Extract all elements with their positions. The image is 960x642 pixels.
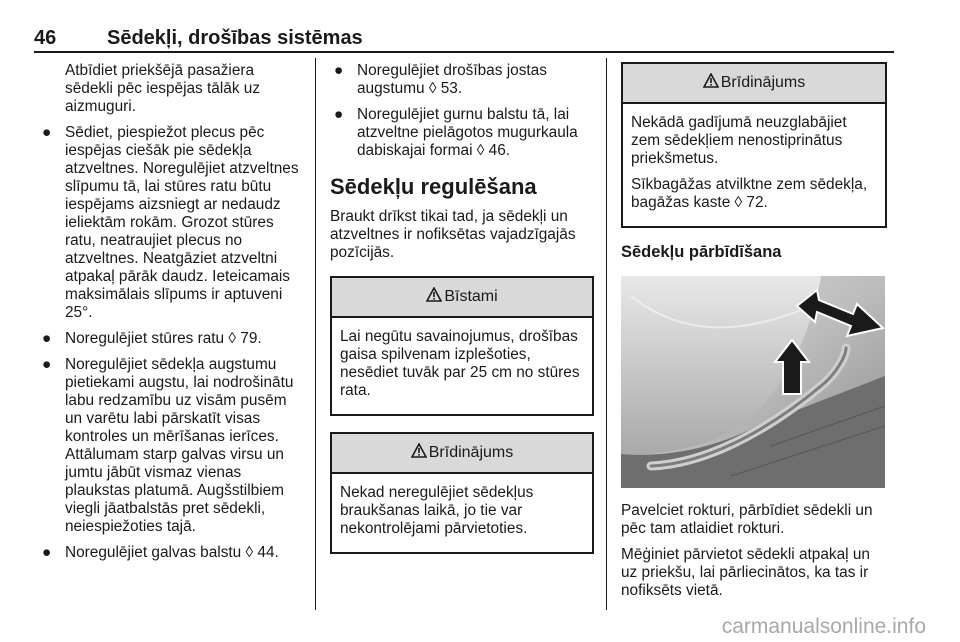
warning-box-title: Brīdinājums (428, 444, 514, 461)
column-left (38, 62, 300, 570)
column-right (621, 62, 887, 608)
warning-box-header (332, 434, 592, 474)
list-item-text: Sēdiet, piespiežot plecus pēc iespējas ciešāk pie sēdekļa atzveltnes. Noregulējiet atzveltnes slīpumu tā, lai stūres ratu būtu iespējams aizsniegt ar nedaudz ieliektām rokām. Grozot stūres ratu, neatraujiet plecus no atzveltnes. Neatgāziet atzveltni atpakaļ pārāk daudz. Ieteicamais maksimālais slīpums ir aptuveni 25°. (65, 124, 299, 321)
column-divider (315, 58, 316, 610)
continuation-text: Atbīdiet priekšējā pasažiera sēdekli pēc iespējas tālāk uz aizmuguri. (65, 62, 261, 115)
warning-box-paragraph: Sīkbagāžas atvilktne zem sēdekļa, bagāžas kaste ◊ 72. (631, 176, 868, 211)
warning-triangle-icon (411, 443, 427, 458)
subsection-heading: Sēdekļu pārbīdīšana (621, 243, 782, 261)
bullet-dot-icon: ● (42, 356, 52, 373)
list-item-text: Noregulējiet galvas balstu ◊ 44. (65, 544, 279, 561)
seat-adjustment-lever-photo (621, 276, 885, 488)
instruction-paragraph: Pavelciet rokturi, pārbīdiet sēdekli un pēc tam atlaidiet rokturi. (621, 502, 873, 537)
warning-triangle-icon (426, 287, 442, 302)
danger-box-title: Bīstami (444, 288, 498, 305)
column-divider (606, 58, 607, 610)
list-item-text: Noregulējiet sēdekļa augstumu pietiekami augstu, lai nodrošinātu labu redzamību uz visām pusēm un varētu labi pārskatīt visas kontroles un mērīšanas ierīces. Attālumam starp galvas virsu un jumtu jābūt vismaz vienas plaukstas platumā. Augšstilbiem viegli jāatbalstās pret sēdekli, neiespiežoties tajā. (65, 356, 294, 535)
instruction-paragraph: Mēģiniet pārvietot sēdekli atpakaļ un uz priekšu, lai pārliecinātos, ka tas ir nofiksēts vietā. (621, 546, 870, 599)
warning-box-text: Nekad neregulējiet sēdekļus braukšanas laikā, jo tie var nekontrolējami pārvietoties. (340, 484, 534, 537)
danger-box-header (332, 278, 592, 318)
warning-box-title: Brīdinājums (720, 74, 806, 91)
header-rule (34, 51, 894, 53)
list-item-text: Noregulējiet drošības jostas augstumu ◊ 53. (357, 62, 547, 97)
danger-box (330, 276, 594, 416)
bullet-dot-icon: ● (42, 124, 52, 141)
warning-box-paragraph: Nekādā gadījumā neuzglabājiet zem sēdekļiem nenostiprinātus priekšmetus. (631, 114, 847, 167)
list-item (38, 356, 300, 536)
warning-box-body (332, 474, 592, 552)
warning-box-body (623, 104, 885, 226)
page-number: 46 (34, 27, 57, 49)
watermark: carmanualsonline.info (721, 615, 926, 638)
warning-triangle-icon (703, 73, 719, 88)
warning-box (621, 62, 887, 228)
list-item-text: Noregulējiet gurnu balstu tā, lai atzveltne pielāgotos mugurkaula dabiskajai formai ◊ 46. (357, 106, 578, 159)
list-item (330, 62, 594, 98)
bullet-dot-icon: ● (334, 62, 344, 79)
list-item-text: Noregulējiet stūres ratu ◊ 79. (65, 330, 262, 347)
warning-box-header (623, 64, 885, 104)
bullet-dot-icon: ● (334, 106, 344, 123)
bullet-dot-icon: ● (42, 544, 52, 561)
danger-box-body (332, 318, 592, 414)
danger-box-text: Lai negūtu savainojumus, drošības gaisa spilvenam izplešoties, nesēdiet tuvāk par 25 cm no stūres rata. (340, 328, 580, 399)
section-heading: Sēdekļu regulēšana (330, 174, 537, 199)
list-item (330, 106, 594, 160)
bullet-dot-icon: ● (42, 330, 52, 347)
list-item (38, 330, 300, 348)
list-item (38, 544, 300, 562)
page-header-title: Sēdekļi, drošības sistēmas (107, 27, 363, 49)
section-intro: Braukt drīkst tikai tad, ja sēdekļi un atzveltnes ir nofiksētas vajadzīgajās pozīcijās. (330, 208, 576, 261)
warning-box (330, 432, 594, 554)
list-item (38, 124, 300, 322)
column-middle (330, 62, 594, 570)
